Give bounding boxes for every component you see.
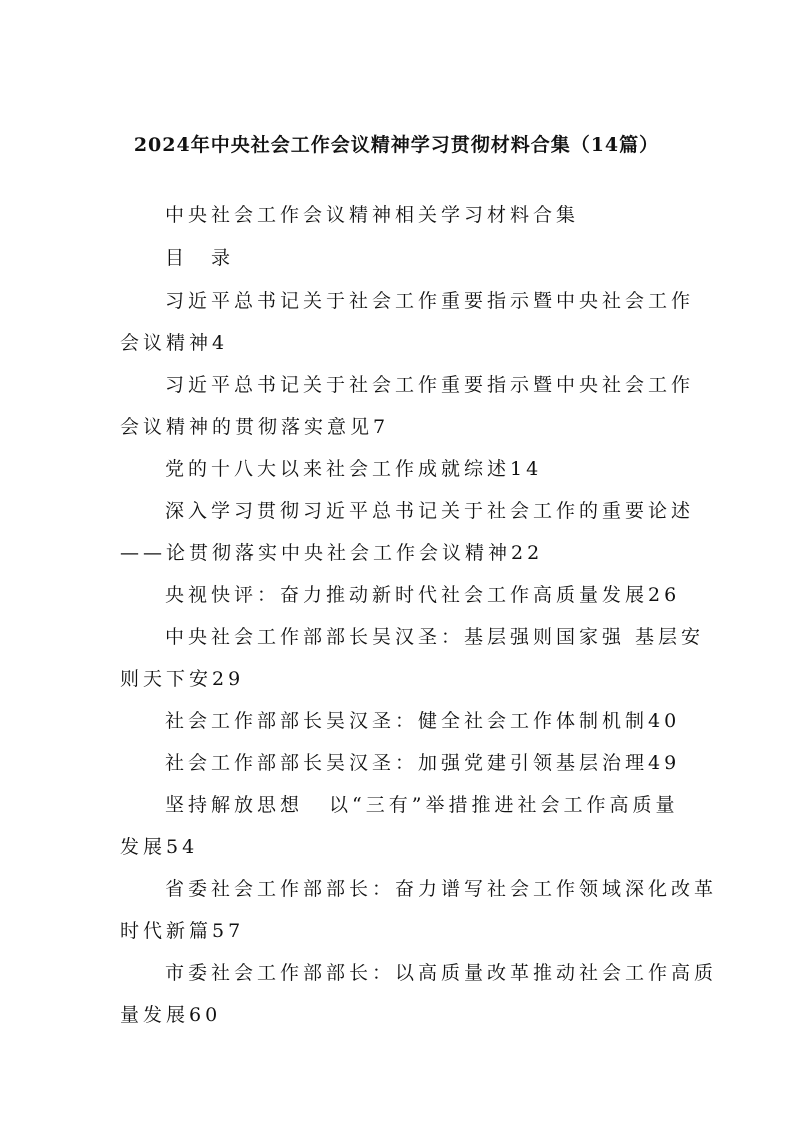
toc-entry-continued: 则天下安29	[120, 668, 245, 690]
toc-entry	[165, 790, 725, 817]
toc-heading: 目 录	[165, 247, 235, 269]
toc-entry-part: 以“三有”举措推进社会工作高质量	[329, 794, 679, 816]
subtitle: 中央社会工作会议精神相关学习材料合集	[165, 204, 580, 226]
toc-entry: 社会工作部部长吴汉圣：健全社会工作体制机制40	[165, 710, 681, 732]
toc-entry: 省委社会工作部部长：奋力谱写社会工作领域深化改革	[165, 878, 718, 900]
toc-entry: 习近平总书记关于社会工作重要指示暨中央社会工作	[165, 374, 695, 396]
toc-entry: 深入学习贯彻习近平总书记关于社会工作的重要论述	[165, 500, 695, 522]
toc-entry: 社会工作部部长吴汉圣：加强党建引领基层治理49	[165, 752, 681, 774]
document-title: 2024年中央社会工作会议精神学习贯彻材料合集（14篇）	[133, 134, 660, 156]
toc-entry-continued: 会议精神4	[120, 332, 229, 354]
toc-entry: 市委社会工作部部长：以高质量改革推动社会工作高质	[165, 962, 718, 984]
toc-entry-continued: 发展54	[120, 836, 199, 858]
toc-entry: 习近平总书记关于社会工作重要指示暨中央社会工作	[165, 290, 695, 312]
toc-entry: 央视快评：奋力推动新时代社会工作高质量发展26	[165, 584, 681, 606]
toc-entry: 中央社会工作部部长吴汉圣：基层强则国家强 基层安	[165, 626, 705, 648]
toc-entry-continued: 会议精神的贯彻落实意见7	[120, 416, 390, 438]
toc-entry-continued: 时代新篇57	[120, 920, 245, 942]
toc-entry-continued: 量发展60	[120, 1004, 222, 1026]
toc-entry: 党的十八大以来社会工作成就综述14	[165, 458, 543, 480]
toc-entry-part: 坚持解放思想	[165, 794, 304, 816]
toc-entry-continued: ——论贯彻落实中央社会工作会议精神22	[120, 542, 544, 564]
